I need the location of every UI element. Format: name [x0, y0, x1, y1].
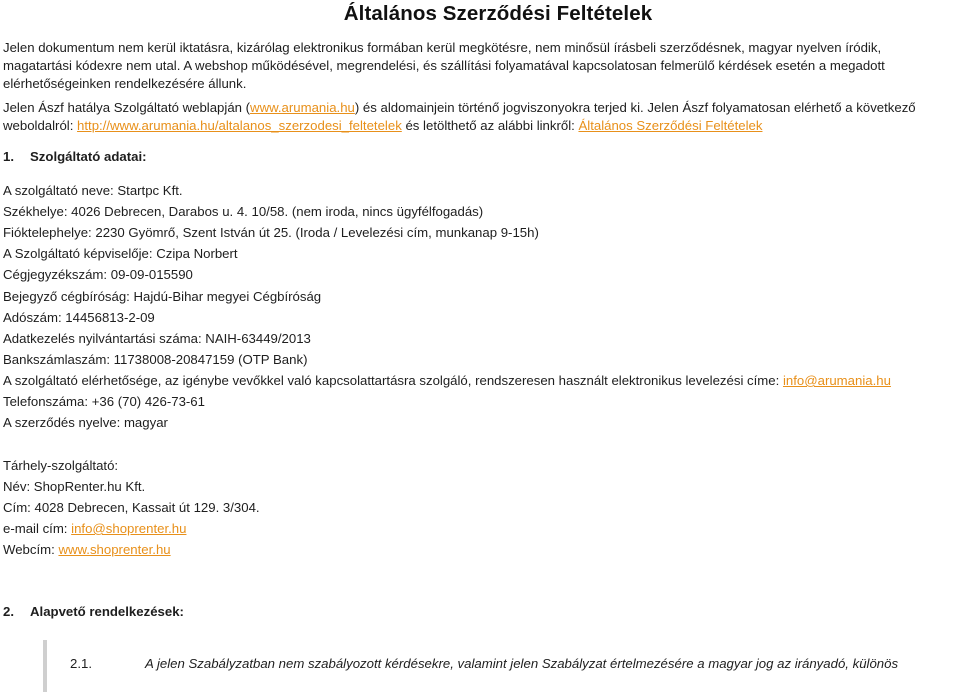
validity-text-1: Jelen Ászf hatálya Szolgáltató weblapján ( [3, 100, 251, 115]
terms-download-link[interactable]: Általános Szerződési Feltételek [578, 118, 763, 133]
contract-language: A szerződés nyelve: magyar [3, 415, 168, 430]
section-1-title: Szolgáltató adatai: [30, 149, 147, 164]
hosting-web-link[interactable]: www.shoprenter.hu [58, 542, 171, 557]
hosting-web-label: Webcím: [3, 542, 59, 557]
subsection-number: 2.1. [70, 656, 92, 671]
contact-email-link[interactable]: info@arumania.hu [782, 373, 891, 388]
provider-phone: Telefonszáma: +36 (70) 426-73-61 [3, 394, 205, 409]
terms-url-link[interactable]: http://www.arumania.hu/altalanos_szerzodesi_feltetelek [77, 118, 402, 133]
validity-paragraph [3, 99, 950, 135]
validity-text-3: és letölthető az alábbi linkről: [401, 118, 579, 133]
provider-court: Bejegyző cégbíróság: Hajdú-Bihar megyei Cégbíróság [3, 289, 322, 304]
intro-paragraph: Jelen dokumentum nem kerül iktatásra, kizárólag elektronikus formában kerül megkötésre, nem minősül írásbeli szerződésnek, magyar nyelven íródik, magatartási kódexre nem utal. A webshop működésével, megrendelési, és szállítási folyamatával kapcsolatosan felmerülő kérdések esetén a megadott elérhetőségeinken rendelkezésére állunk. [3, 40, 885, 91]
provider-data-registry: Adatkezelés nyilvántartási száma: NAIH-63449/2013 [3, 331, 311, 346]
validity-text-2: ) és aldomainjein történő jogviszonyokra terjed ki. Jelen Ászf folyamatosan elérhető a következő weboldalról: [3, 100, 916, 133]
hosting-web [3, 541, 171, 559]
section-1-number: 1. [3, 149, 14, 164]
hosting-email-label: e-mail cím: [3, 521, 72, 536]
hosting-email [3, 520, 186, 538]
hosting-email-link[interactable]: info@shoprenter.hu [71, 521, 187, 536]
provider-contact [3, 372, 891, 390]
provider-bank-account: Bankszámlaszám: 11738008-20847159 (OTP Bank) [3, 352, 308, 367]
section-2-number: 2. [3, 604, 14, 619]
quote-bar [43, 640, 47, 692]
provider-representative: A Szolgáltató képviselője: Czipa Norbert [3, 246, 238, 261]
contact-text: A szolgáltató elérhetősége, az igénybe vevőkkel való kapcsolattartásra szolgáló, rendszeresen használt elektronikus levelezési címe: [3, 373, 783, 388]
hosting-address: Cím: 4028 Debrecen, Kassait út 129. 3/304. [3, 500, 260, 515]
section-1-heading [3, 148, 147, 166]
provider-registry-number: Cégjegyzékszám: 09-09-015590 [3, 267, 193, 282]
hosting-heading: Tárhely-szolgáltató: [3, 458, 119, 473]
section-2-heading [3, 603, 184, 621]
hosting-name: Név: ShopRenter.hu Kft. [3, 479, 146, 494]
provider-name: A szolgáltató neve: Startpc Kft. [3, 183, 183, 198]
provider-seat: Székhelye: 4026 Debrecen, Darabos u. 4. 10/58. (nem iroda, nincs ügyfélfogadás) [3, 204, 484, 219]
arumania-link[interactable]: www.arumania.hu [250, 100, 355, 115]
subsection-text: A jelen Szabályzatban nem szabályozott kérdésekre, valamint jelen Szabályzat értelmezésére a magyar jog az irányadó, különös [145, 656, 899, 671]
section-2-title: Alapvető rendelkezések: [30, 604, 184, 619]
provider-tax-number: Adószám: 14456813-2-09 [3, 310, 155, 325]
document-title: Általános Szerződési Feltételek [343, 2, 653, 25]
provider-branch: Fióktelephelye: 2230 Gyömrő, Szent István út 25. (Iroda / Levelezési cím, munkanap 9-15h) [3, 225, 539, 240]
